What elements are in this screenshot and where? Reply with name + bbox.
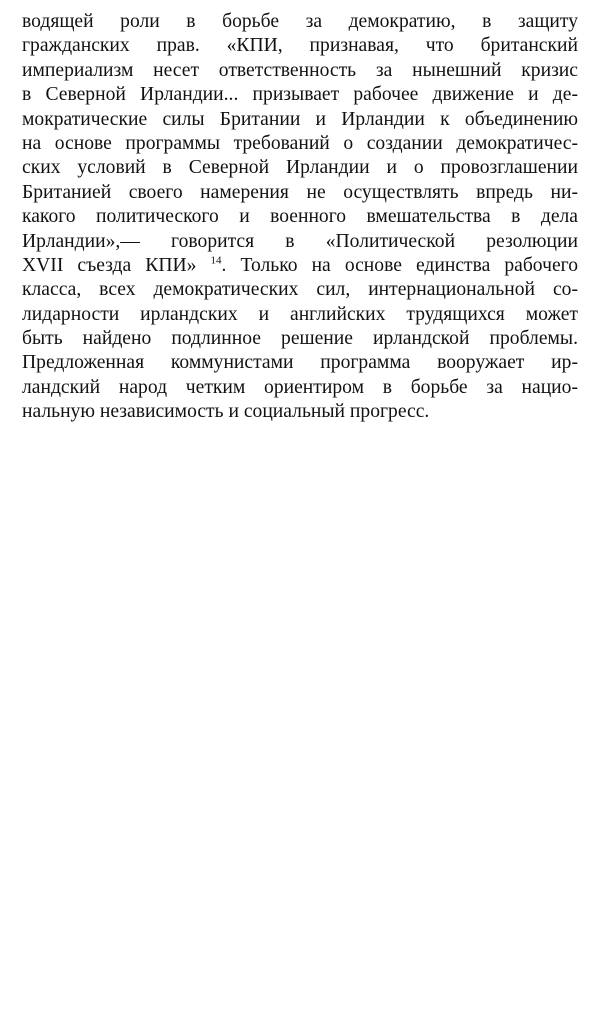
text-line: Британией своего намерения не осуществлять впредь ни- xyxy=(22,181,578,203)
text-line: быть найдено подлинное решение ирландской проблемы. xyxy=(22,328,578,350)
text-line: ских условий в Северной Ирландии и о провозглашении xyxy=(22,157,578,179)
text-line: класса, всех демократических сил, интернациональной со- xyxy=(22,279,578,301)
text-line: гражданских прав. «КПИ, признавая, что британский xyxy=(22,35,578,57)
text-line: в Северной Ирландии... призывает рабочее движение и де- xyxy=(22,84,578,106)
text-line: Предложенная коммунистами программа вооружает ир- xyxy=(22,352,578,374)
text-segment: . Только на основе единства рабочего xyxy=(221,254,578,276)
text-line: империализм несет ответственность за нынешний кризис xyxy=(22,59,578,81)
text-line: Ирландии»,— говорится в «Политической резолюции xyxy=(22,230,578,252)
text-segment: XVII съезда КПИ» xyxy=(22,254,211,276)
text-line: какого политического и военного вмешательства в дела xyxy=(22,206,578,228)
text-line-with-footnote xyxy=(22,254,578,278)
text-line: на основе программы требований о создании демократичес- xyxy=(22,132,578,154)
text-line: водящей роли в борьбе за демократию, в защиту xyxy=(22,11,578,32)
text-line: ландский народ четким ориентиром в борьбе за нацио- xyxy=(22,376,578,398)
text-line: нальную независимость и социальный прогресс. xyxy=(22,401,430,423)
body-text xyxy=(22,10,578,425)
text-line: лидарности ирландских и английских трудящихся может xyxy=(22,303,578,325)
footnote-reference[interactable]: 14 xyxy=(210,254,222,267)
text-line: мократические силы Британии и Ирландии к объединению xyxy=(22,108,578,130)
